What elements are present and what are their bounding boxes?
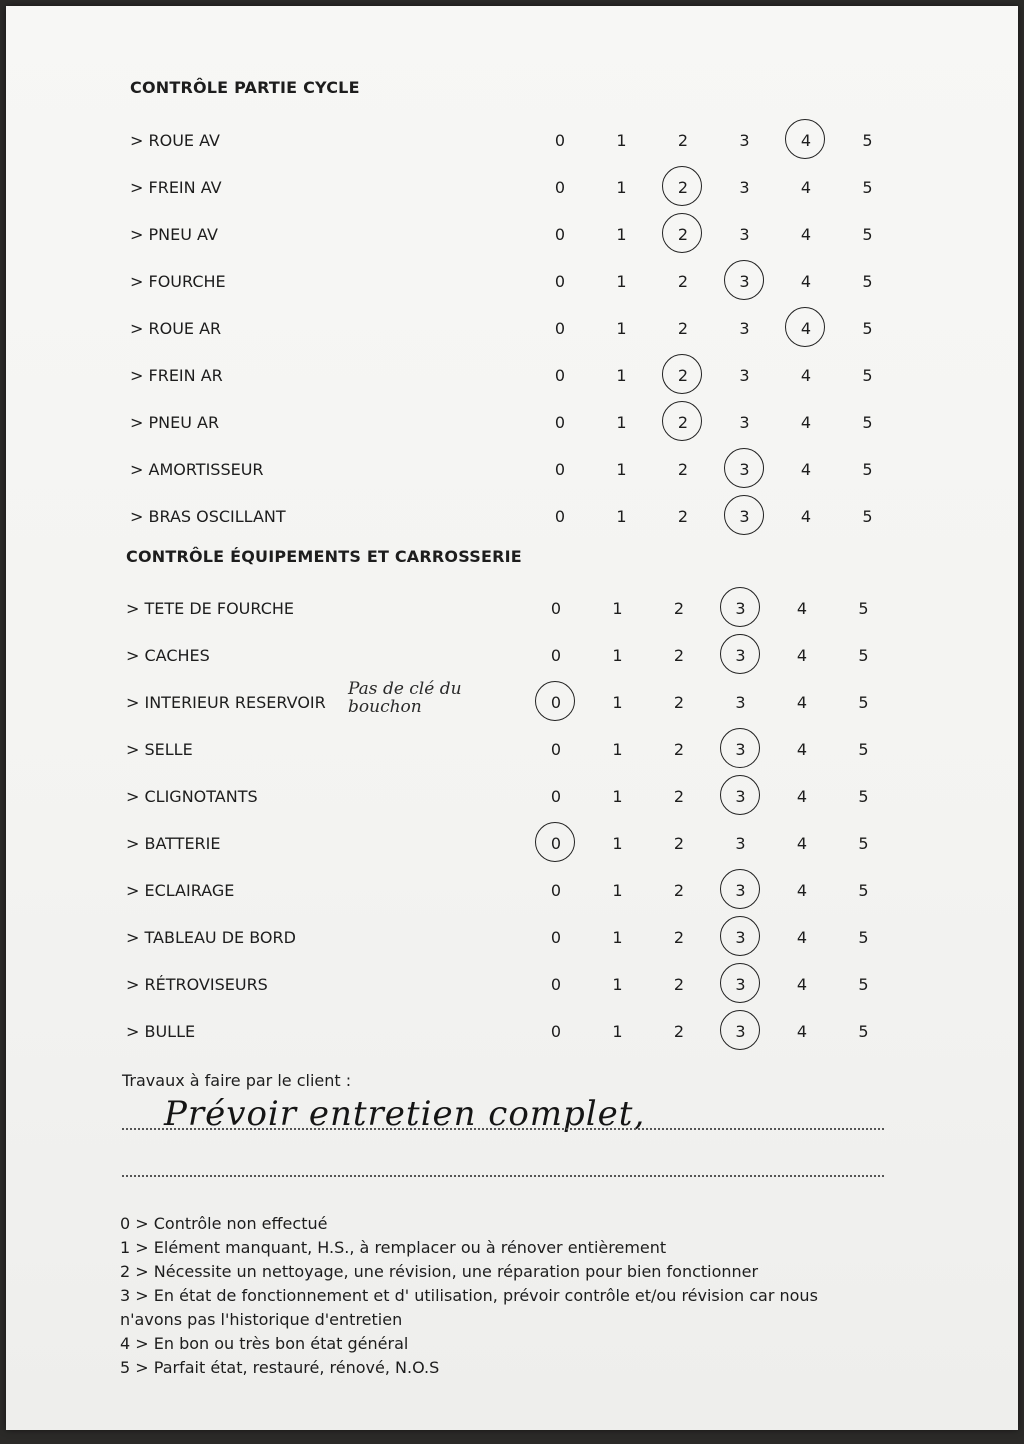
score-option: 1 [616,178,627,197]
score-option: 2 [677,272,689,291]
score-option: 4 [800,366,812,385]
score-option: 5 [862,319,873,338]
selected-score-circle [785,307,825,347]
selected-score-circle [720,869,760,909]
section-title-equipment: CONTRÔLE ÉQUIPEMENTS ET CARROSSERIE [126,547,522,566]
row-label: > BATTERIE [126,834,221,853]
row-label: > CLIGNOTANTS [126,787,258,806]
score-option: 1 [616,413,627,432]
score-option: 2 [677,131,689,150]
score-option: 3 [731,740,751,759]
score-option: 4 [800,225,812,244]
score-option: 0 [554,225,566,244]
rating-legend [120,1212,900,1380]
row-label: > ROUE AV [130,131,220,150]
row-label: > AMORTISSEUR [130,460,264,479]
score-option: 0 [550,646,562,665]
score-option: 1 [612,834,623,853]
row-label: > BRAS OSCILLANT [130,507,286,526]
score-option: 0 [546,834,566,853]
score-option: 4 [796,599,808,618]
score-option: 5 [862,460,873,479]
score-option: 0 [554,131,566,150]
selected-score-circle [720,634,760,674]
score-option: 4 [796,1022,808,1041]
legend-line: 0 > Contrôle non effectué [120,1214,328,1233]
score-option: 2 [673,599,685,618]
checklist-row [6,126,1018,156]
score-option: 1 [616,225,627,244]
score-option: 5 [862,413,873,432]
checklist-row [6,220,1018,250]
score-option: 1 [612,881,623,900]
score-option: 3 [735,507,755,526]
score-option: 1 [616,366,627,385]
row-label: > BULLE [126,1022,196,1041]
selected-score-circle [662,401,702,441]
selected-score-circle [724,260,764,300]
score-option: 5 [858,599,869,618]
score-option: 0 [554,272,566,291]
score-option: 4 [796,646,808,665]
score-option: 4 [796,787,808,806]
score-option: 3 [735,460,755,479]
checklist-row [6,314,1018,344]
row-label: > ROUE AR [130,319,222,338]
row-label: > FOURCHE [130,272,226,291]
score-option: 0 [550,975,562,994]
score-option: 3 [735,272,755,291]
checklist-row [6,361,1018,391]
row-label: > TETE DE FOURCHE [126,599,294,618]
score-option: 1 [612,599,623,618]
score-option: 4 [796,834,808,853]
score-option: 0 [554,460,566,479]
score-option: 5 [858,740,869,759]
row-label: > RÉTROVISEURS [126,975,268,994]
checklist-row [6,594,1018,624]
selected-score-circle [662,166,702,206]
score-option: 0 [546,693,566,712]
checklist-row [6,782,1018,812]
row-label: > FREIN AV [130,178,222,197]
score-option: 0 [554,366,566,385]
score-option: 4 [800,413,812,432]
legend-line: 2 > Nécessite un nettoyage, une révision, une réparation pour bien fonctionner [120,1262,759,1281]
score-option: 1 [612,646,623,665]
legend-line: 5 > Parfait état, restauré, rénové, N.O.S [120,1358,440,1377]
score-option: 5 [858,693,869,712]
score-option: 3 [731,599,751,618]
checklist-row [6,267,1018,297]
score-option: 1 [616,319,627,338]
score-option: 3 [735,834,746,853]
checklist-row [6,735,1018,765]
score-option: 5 [858,787,869,806]
score-option: 2 [673,928,685,947]
score-option: 5 [862,272,873,291]
score-option: 0 [554,507,566,526]
selected-score-circle [535,681,575,721]
score-option: 2 [673,693,685,712]
row-label: > SELLE [126,740,193,759]
score-option: 3 [731,787,751,806]
legend-line: n'avons pas l'historique d'entretien [120,1310,403,1329]
score-option: 2 [673,413,693,432]
score-option: 5 [862,131,873,150]
score-option: 2 [677,319,689,338]
score-option: 3 [739,225,750,244]
score-option: 2 [673,646,685,665]
score-option: 5 [858,834,869,853]
score-option: 5 [858,1022,869,1041]
score-option: 4 [796,693,808,712]
selected-score-circle [720,728,760,768]
selected-score-circle [720,775,760,815]
checklist-row [6,641,1018,671]
score-option: 0 [550,787,562,806]
score-option: 0 [550,599,562,618]
selected-score-circle [662,213,702,253]
row-label: > CACHES [126,646,210,665]
score-option: 1 [612,975,623,994]
score-option: 5 [858,881,869,900]
checklist-row [6,173,1018,203]
row-label: > PNEU AR [130,413,220,432]
checklist-row [6,876,1018,906]
selected-score-circle [720,1010,760,1050]
score-option: 0 [550,928,562,947]
score-option: 3 [739,413,750,432]
score-option: 1 [616,272,627,291]
score-option: 2 [677,507,689,526]
score-option: 4 [796,975,808,994]
score-option: 4 [796,740,808,759]
score-option: 5 [862,507,873,526]
score-option: 3 [739,178,750,197]
score-option: 3 [739,131,750,150]
travaux-handwritten-note: Prévoir entretien complet, [164,1094,646,1134]
selected-score-circle [720,963,760,1003]
score-option: 1 [616,460,627,479]
score-option: 2 [673,834,685,853]
score-option: 3 [731,1022,751,1041]
legend-line: 1 > Elément manquant, H.S., à remplacer ou à rénover entièrement [120,1238,667,1257]
score-option: 3 [735,693,746,712]
score-option: 2 [673,225,693,244]
checklist-row [6,679,1018,718]
selected-score-circle [724,448,764,488]
selected-score-circle [720,587,760,627]
score-option: 3 [731,646,751,665]
score-option: 3 [739,366,750,385]
selected-score-circle [785,119,825,159]
score-option: 4 [800,507,812,526]
score-option: 0 [554,413,566,432]
selected-score-circle [662,354,702,394]
score-option: 1 [612,1022,623,1041]
score-option: 0 [554,319,566,338]
selected-score-circle [535,822,575,862]
score-option: 2 [673,740,685,759]
score-option: 4 [796,928,808,947]
score-option: 1 [612,928,623,947]
row-label: > FREIN AR [130,366,223,385]
score-option: 5 [858,646,869,665]
checklist-row [6,1017,1018,1047]
score-option: 5 [862,178,873,197]
score-option: 1 [616,507,627,526]
row-label: > PNEU AV [130,225,218,244]
checklist-row [6,829,1018,859]
score-option: 2 [673,787,685,806]
score-option: 0 [550,740,562,759]
score-option: 4 [800,178,812,197]
score-option: 2 [673,178,693,197]
row-label: > INTERIEUR RESERVOIR [126,693,326,712]
legend-line: 4 > En bon ou très bon état général [120,1334,409,1353]
score-option: 2 [677,460,689,479]
score-option: 1 [612,740,623,759]
section-title-cycle: CONTRÔLE PARTIE CYCLE [130,78,360,97]
score-option: 1 [612,787,623,806]
score-option: 2 [673,975,685,994]
score-option: 4 [800,460,812,479]
selected-score-circle [720,916,760,956]
score-option: 0 [554,178,566,197]
checklist-row [6,408,1018,438]
checklist-sheet [6,6,1018,1430]
score-option: 1 [612,693,623,712]
score-option: 4 [796,881,808,900]
score-option: 0 [550,1022,562,1041]
score-option: 5 [862,225,873,244]
score-option: 4 [800,272,812,291]
score-option: 1 [616,131,627,150]
score-option: 5 [858,975,869,994]
score-option: 4 [796,131,816,150]
row-label: > ECLAIRAGE [126,881,235,900]
row-label: > TABLEAU DE BORD [126,928,296,947]
score-option: 2 [673,366,693,385]
score-option: 3 [731,928,751,947]
travaux-line-1 [122,1128,884,1130]
checklist-row [6,970,1018,1000]
score-option: 4 [796,319,816,338]
score-option: 3 [731,881,751,900]
score-option: 3 [731,975,751,994]
score-option: 2 [673,1022,685,1041]
travaux-label: Travaux à faire par le client : [122,1071,352,1090]
travaux-line-2 [122,1175,884,1177]
selected-score-circle [724,495,764,535]
score-option: 2 [673,881,685,900]
legend-line: 3 > En état de fonctionnement et d' utilisation, prévoir contrôle et/ou révision car nous [120,1286,818,1305]
score-option: 3 [739,319,750,338]
checklist-row [6,455,1018,485]
score-option: 0 [550,881,562,900]
checklist-row [6,502,1018,532]
score-option: 5 [858,928,869,947]
checklist-row [6,923,1018,953]
score-option: 5 [862,366,873,385]
handwritten-note: Pas de clé du bouchon [348,679,462,717]
